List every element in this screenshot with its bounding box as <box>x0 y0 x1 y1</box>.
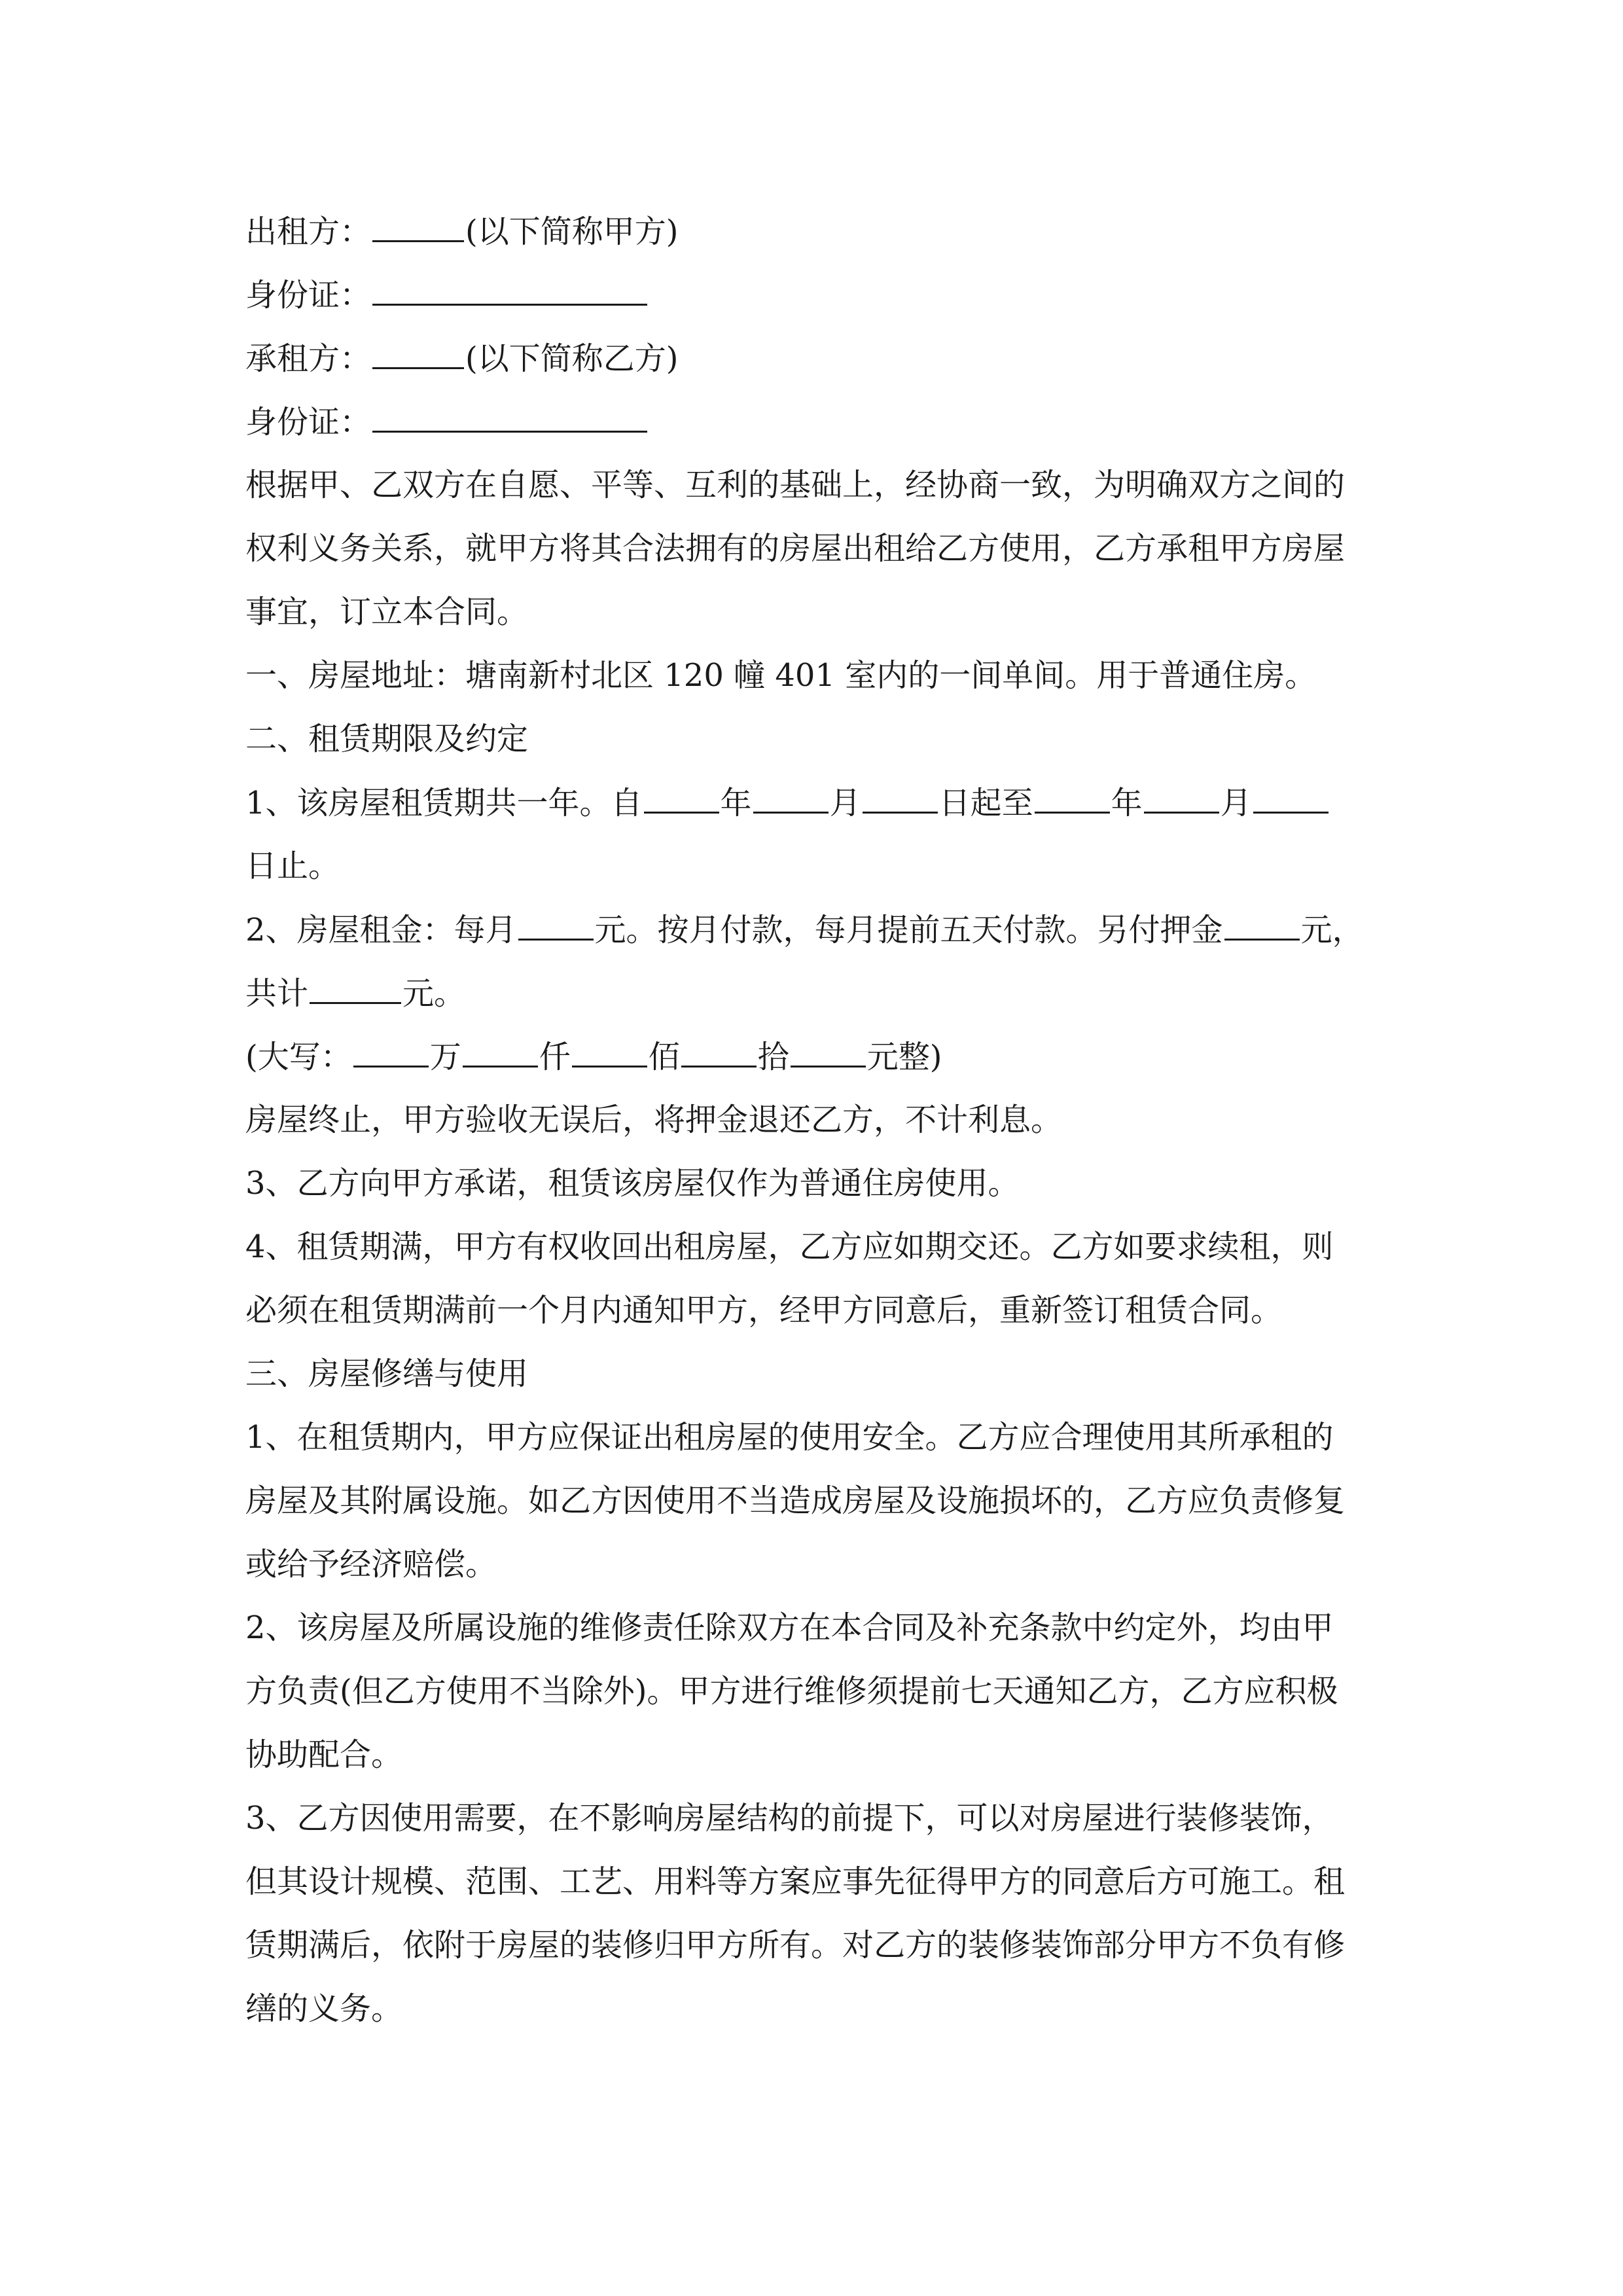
month-label: 月 <box>829 785 861 821</box>
monthly-rent-blank[interactable] <box>518 898 594 941</box>
section-1-address: 一、房屋地址：塘南新村北区 120 幢 401 室内的一间单间。用于普通住房。 <box>245 657 1317 694</box>
bai-blank[interactable] <box>572 1025 647 1067</box>
total-line <box>245 961 1384 1025</box>
year-label: 年 <box>720 785 752 821</box>
clause-2-3: 3、乙方向甲方承诺，租赁该房屋仅作为普通住房使用。 <box>245 1165 1020 1202</box>
rent-terms-text: 元。按月付款，每月提前五天付款。另付押金 <box>594 912 1223 948</box>
total-blank[interactable] <box>310 961 401 1004</box>
lease-term-text: 1、该房屋租赁期共一年。自 <box>245 785 643 821</box>
yuan-blank[interactable] <box>791 1025 866 1067</box>
section-3-heading: 三、房屋修缮与使用 <box>245 1355 529 1392</box>
start-month-blank[interactable] <box>753 771 829 814</box>
month-label: 月 <box>1220 785 1252 821</box>
wan-label: 万 <box>429 1039 461 1075</box>
deposit-blank[interactable] <box>1224 898 1300 941</box>
clause-3-1-line-1: 1、在租赁期内，甲方应保证出租房屋的使用安全。乙方应合理使用其所承租的 <box>245 1419 1334 1456</box>
intro-line-1: 根据甲、乙双方在自愿、平等、互利的基础上，经协商一致，为明确双方之间的 <box>245 467 1346 503</box>
lessor-id-line <box>245 263 1384 327</box>
contract-body <box>245 200 1384 2041</box>
lessee-id-line <box>245 390 1384 454</box>
start-year-blank[interactable] <box>644 771 719 814</box>
clause-3-3-line-4: 缮的义务。 <box>245 1990 403 2027</box>
total-label: 共计 <box>245 975 309 1012</box>
shi-label: 拾 <box>757 1039 789 1075</box>
lessor-id-label: 身份证： <box>245 277 372 314</box>
rent-text: 2、房屋租金：每月 <box>245 912 517 948</box>
lessor-line <box>245 200 1384 263</box>
qian-label: 仟 <box>539 1039 571 1075</box>
end-year-blank[interactable] <box>1035 771 1110 814</box>
lessee-suffix: (以下简称乙方) <box>465 340 679 377</box>
yuanzheng-label: 元整) <box>866 1039 942 1075</box>
rent-line <box>245 898 1384 961</box>
lease-term-end: 日止。 <box>245 848 340 884</box>
yuan-comma-label: 元， <box>1300 912 1364 948</box>
clause-3-2-line-2: 方负责(但乙方使用不当除外)。甲方进行维修须提前七天通知乙方，乙方应积极 <box>245 1673 1338 1710</box>
year-label: 年 <box>1111 785 1143 821</box>
lease-term-line <box>245 771 1384 834</box>
clause-3-2-line-3: 协助配合。 <box>245 1736 403 1773</box>
capital-open: (大写： <box>245 1039 352 1075</box>
clause-3-3-line-1: 3、乙方因使用需要，在不影响房屋结构的前提下，可以对房屋进行装修装饰， <box>245 1800 1334 1837</box>
bai-label: 佰 <box>648 1039 680 1075</box>
lessee-id-blank[interactable] <box>372 390 647 433</box>
lessor-suffix: (以下简称甲方) <box>465 213 679 250</box>
lessor-blank[interactable] <box>372 200 464 242</box>
yuan-period-label: 元。 <box>402 975 466 1012</box>
clause-3-1-line-3: 或给予经济赔偿。 <box>245 1546 497 1583</box>
lessee-label: 承租方： <box>245 340 372 377</box>
lessee-line <box>245 327 1384 390</box>
start-day-blank[interactable] <box>863 771 938 814</box>
lessee-blank[interactable] <box>372 327 464 369</box>
clause-2-4-line-2: 必须在租赁期满前一个月内通知甲方，经甲方同意后，重新签订租赁合同。 <box>245 1292 1283 1329</box>
qian-blank[interactable] <box>463 1025 538 1067</box>
lessor-id-blank[interactable] <box>372 263 647 306</box>
section-2-heading: 二、租赁期限及约定 <box>245 721 529 757</box>
shi-blank[interactable] <box>681 1025 757 1067</box>
end-day-blank[interactable] <box>1253 771 1329 814</box>
clause-2-4-line-1: 4、租赁期满，甲方有权收回出租房屋，乙方应如期交还。乙方如要求续租，则 <box>245 1229 1334 1265</box>
start-to-label: 日起至 <box>938 785 1033 821</box>
lessor-label: 出租方： <box>245 213 372 250</box>
wan-blank[interactable] <box>353 1025 429 1067</box>
clause-3-3-line-3: 赁期满后，依附于房屋的装修归甲方所有。对乙方的装修装饰部分甲方不负有修 <box>245 1927 1346 1964</box>
end-month-blank[interactable] <box>1144 771 1219 814</box>
intro-line-2: 权利义务关系，就甲方将其合法拥有的房屋出租给乙方使用，乙方承租甲方房屋 <box>245 530 1346 567</box>
intro-line-3: 事宜，订立本合同。 <box>245 594 529 630</box>
clause-3-1-line-2: 房屋及其附属设施。如乙方因使用不当造成房屋及设施损坏的，乙方应负责修复 <box>245 1482 1346 1519</box>
lessee-id-label: 身份证： <box>245 404 372 440</box>
clause-3-2-line-1: 2、该房屋及所属设施的维修责任除双方在本合同及补充条款中约定外，均由甲 <box>245 1609 1334 1646</box>
clause-3-3-line-2: 但其设计规模、范围、工艺、用料等方案应事先征得甲方的同意后方可施工。租 <box>245 1863 1346 1900</box>
deposit-refund: 房屋终止，甲方验收无误后，将押金退还乙方，不计利息。 <box>245 1102 1063 1138</box>
capital-amount-line <box>245 1025 1384 1088</box>
